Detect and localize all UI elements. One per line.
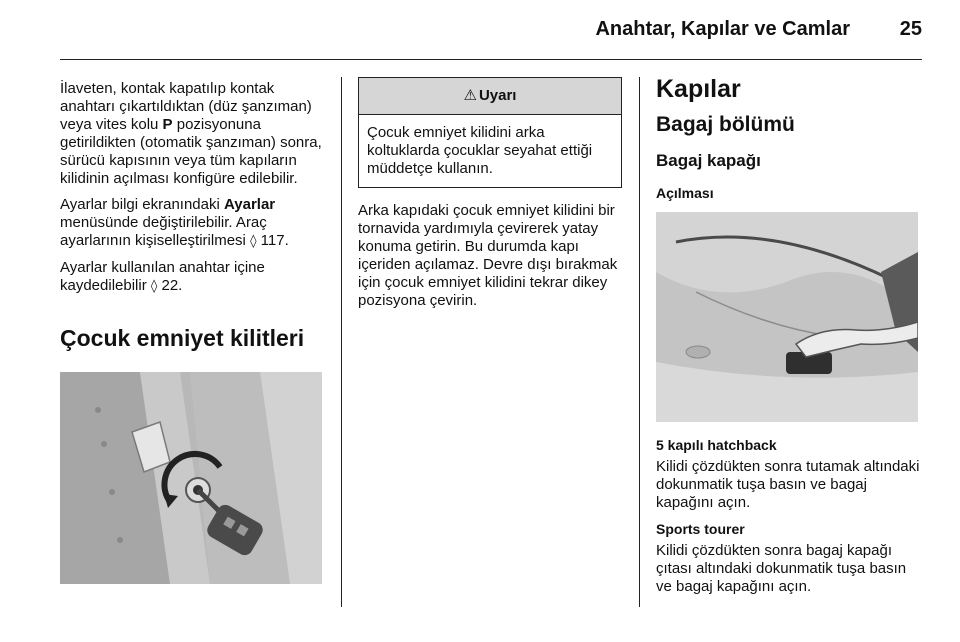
paragraph-settings: Ayarlar bilgi ekranındaki Ayarlar menüsünde değiştirilebilir. Araç ayarlarının kişiselleştirilmesi ◊ 117. [60, 196, 289, 249]
header-divider [60, 59, 922, 60]
left-column [60, 80, 328, 584]
warning-box [358, 77, 622, 188]
paragraph-child-lock: Arka kapıdaki çocuk emniyet kilidini bir tornavida yardımıyla çevirerek yatay konuma getirin. Bu durumda kapı içeriden açılamaz. Devre dışı bırakmak için çocuk emniyet kilidini tekrar dikey pozisyona çevirin. [358, 202, 618, 309]
opening-heading: Açılması [656, 185, 714, 201]
hatchback-heading: 5 kapılı hatchback [656, 437, 777, 453]
warning-title: Uyarı [478, 87, 517, 104]
warning-triangle-icon: ⚠ [463, 87, 477, 104]
warning-body: Çocuk emniyet kilidini arka koltuklarda çocuklar seyahat ettiği müddetçe kullanın. [367, 124, 593, 177]
paragraph-unlock-config: İlaveten, kontak kapatılıp kontak anahtarı çıkartıldıktan (düz şanzıman) veya vites kolu P pozisyonuna getirildikten (otomatik şanzıman) sonra, sürücü kapısının veya tüm kapıların kilidinin açılması konfigüre edilebilir. [60, 80, 322, 187]
chapter-title: Anahtar, Kapılar ve Camlar [595, 18, 850, 40]
paragraph-key-storage: Ayarlar kullanılan anahtar içine kaydedilebilir ◊ 22. [60, 259, 265, 294]
child-lock-illustration [60, 372, 322, 584]
hatchback-text: Kilidi çözdükten sonra tutamak altındaki dokunmatik tuşa basın ve bagaj kapağını açın. [656, 458, 920, 511]
warning-header [359, 78, 621, 115]
doors-heading: Kapılar [656, 75, 741, 103]
page-ref-icon: ◊ [250, 234, 257, 249]
boot-heading: Bagaj bölümü [656, 113, 795, 136]
tailgate-heading: Bagaj kapağı [656, 151, 761, 170]
page-ref-icon: ◊ [150, 279, 158, 294]
column-divider-right [639, 77, 640, 607]
sports-tourer-heading: Sports tourer [656, 521, 745, 537]
sports-tourer-text: Kilidi çözdükten sonra bagaj kapağı çıtası altındaki dokunmatik tuşa basın ve bagaj kapağını açın. [656, 542, 907, 595]
right-column [656, 74, 922, 604]
page-number: 25 [899, 18, 922, 40]
tailgate-illustration [656, 212, 918, 422]
middle-column [358, 77, 622, 318]
child-lock-heading: Çocuk emniyet kilitleri [60, 325, 305, 351]
column-divider-left [341, 77, 342, 607]
